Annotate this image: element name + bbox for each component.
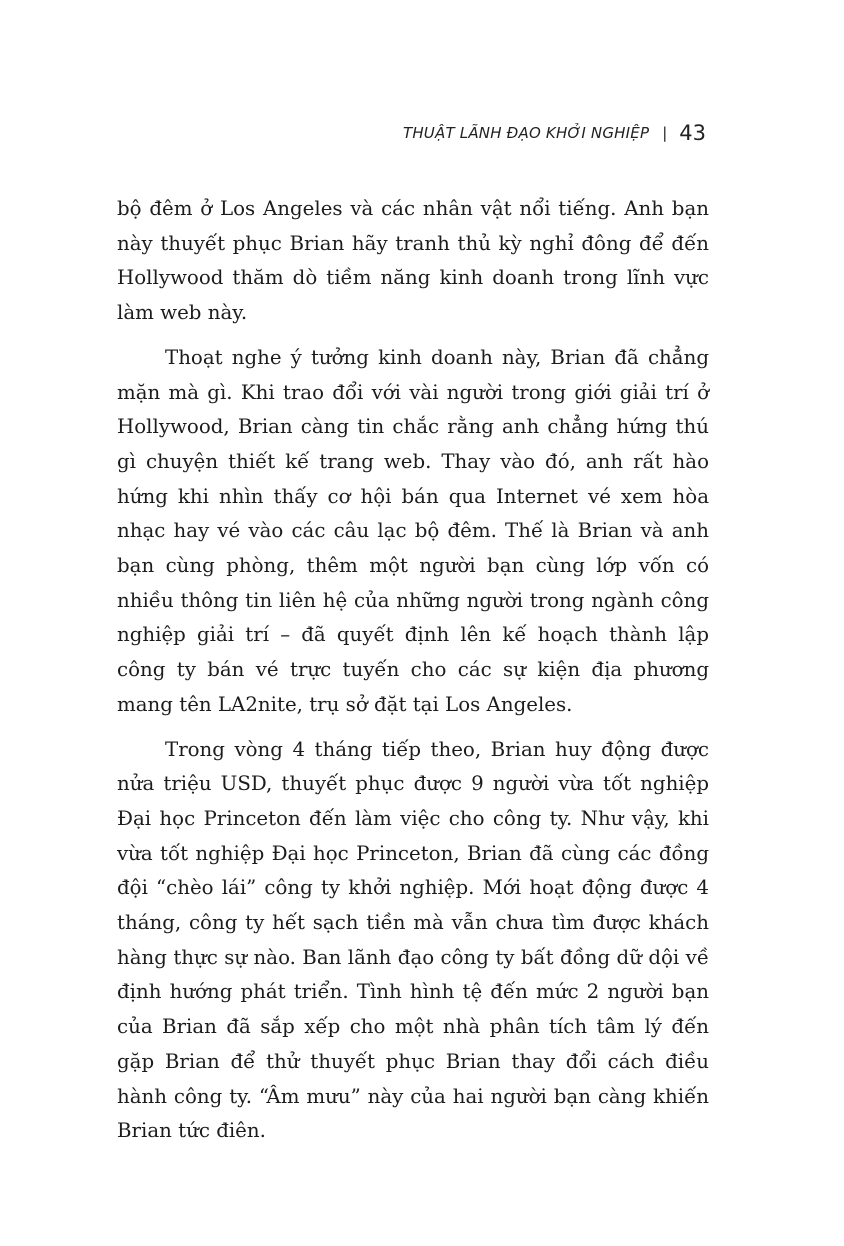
body-text xyxy=(117,192,709,1149)
header-separator: | xyxy=(662,124,668,142)
book-title: THUẬT LÃNH ĐẠO KHỞI NGHIỆP xyxy=(402,124,650,142)
paragraph-continued: bộ đêm ở Los Angeles và các nhân vật nổi tiếng. Anh bạn này thuyết phục Brian hãy tranh thủ kỳ nghỉ đông để đến Hollywood thăm dò tiềm năng kinh doanh trong lĩnh vực làm web này. xyxy=(117,197,709,325)
paragraph: Trong vòng 4 tháng tiếp theo, Brian huy động được nửa triệu USD, thuyết phục được 9 người vừa tốt nghiệp Đại học Princeton đến làm việc cho công ty. Như vậy, khi vừa tốt nghiệp Đại học Princeton, Brian đã cùng các đồng đội “chèo lái” công ty khởi nghiệp. Mới hoạt động được 4 tháng, công ty hết sạch tiền mà vẫn chưa tìm được khách hàng thực sự nào. Ban lãnh đạo công ty bất đồng dữ dội về định hướng phát triển. Tình hình tệ đến mức 2 người bạn của Brian đã sắp xếp cho một nhà phân tích tâm lý đến gặp Brian để thử thuyết phục Brian thay đổi cách điều hành công ty. “Âm mưu” này của hai người bạn càng khiến Brian tức điên. xyxy=(117,737,709,1143)
running-header xyxy=(403,121,706,145)
page-number: 43 xyxy=(679,121,706,145)
paragraph: Thoạt nghe ý tưởng kinh doanh này, Brian đã chẳng mặn mà gì. Khi trao đổi với vài người trong giới giải trí ở Hollywood, Brian càng tin chắc rằng anh chẳng hứng thú gì chuyện thiết kế trang web. Thay vào đó, anh rất hào hứng khi nhìn thấy cơ hội bán qua Internet vé xem hòa nhạc hay vé vào các câu lạc bộ đêm. Thế là Brian và anh bạn cùng phòng, thêm một người bạn cùng lớp vốn có nhiều thông tin liên hệ của những người trong ngành công nghiệp giải trí – đã quyết định lên kế hoạch thành lập công ty bán vé trực tuyến cho các sự kiện địa phương mang tên LA2nite, trụ sở đặt tại Los Angeles. xyxy=(117,345,709,716)
